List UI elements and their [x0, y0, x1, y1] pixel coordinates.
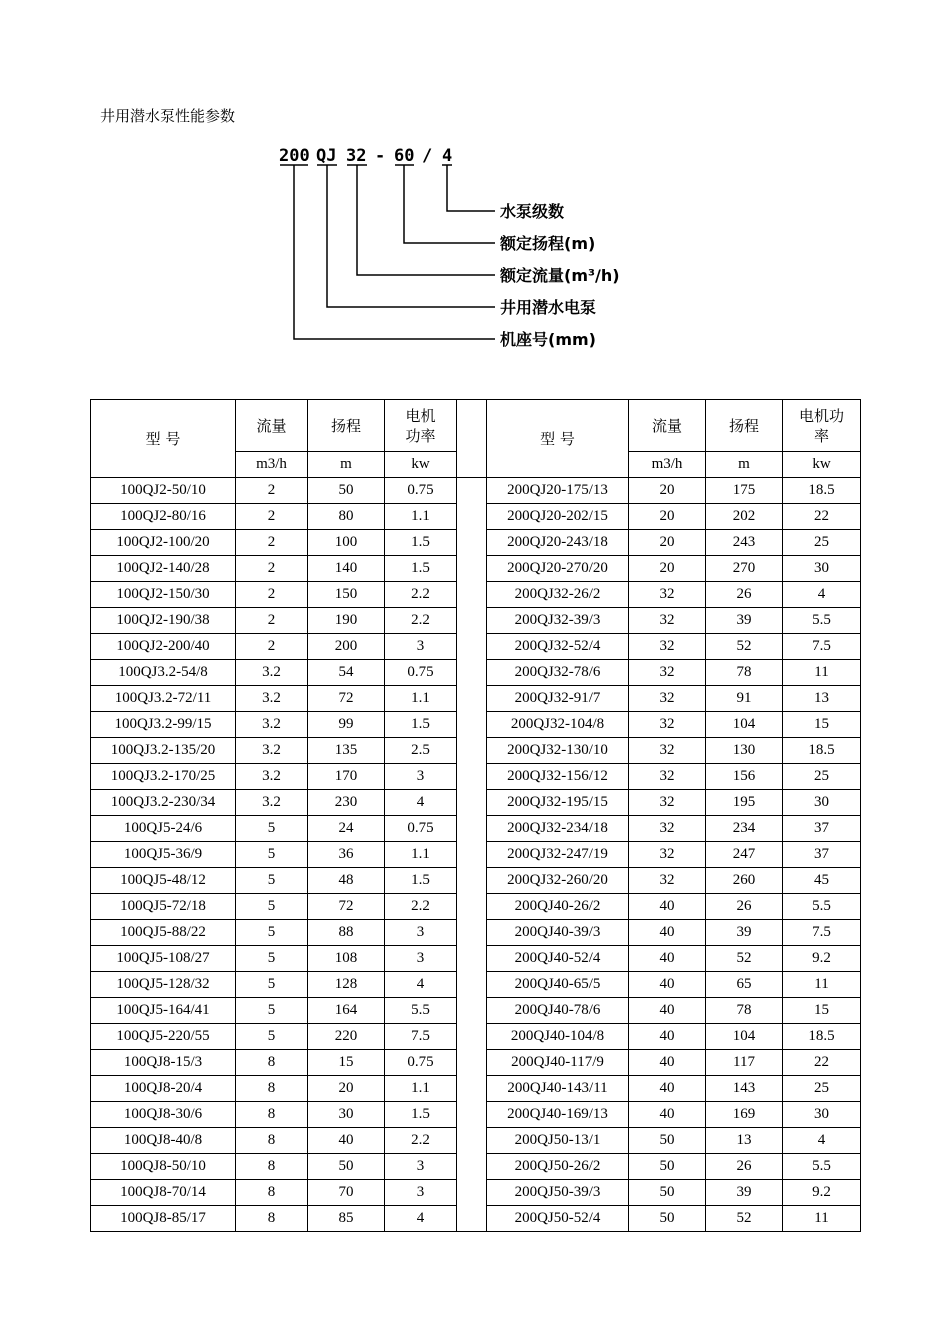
left-head-cell: 36: [308, 842, 385, 868]
left-head-cell: 72: [308, 686, 385, 712]
right-power-cell: 18.5: [783, 478, 861, 504]
left-flow-cell: 2: [236, 634, 308, 660]
left-flow-cell: 3.2: [236, 738, 308, 764]
left-model-cell: 100QJ8-40/8: [91, 1128, 236, 1154]
header-flow-left: 流量: [236, 400, 308, 452]
right-head-cell: 52: [706, 946, 783, 972]
left-model-cell: 100QJ2-200/40: [91, 634, 236, 660]
column-gap: [457, 400, 487, 478]
right-model-cell: 200QJ32-39/3: [487, 608, 629, 634]
label-rated-flow: 额定流量(m³/h): [500, 266, 620, 285]
left-flow-cell: 5: [236, 842, 308, 868]
right-flow-cell: 50: [629, 1206, 706, 1232]
right-head-cell: 247: [706, 842, 783, 868]
unit-power-right: kw: [783, 452, 861, 478]
right-head-cell: 270: [706, 556, 783, 582]
code-type: QJ: [316, 146, 337, 166]
left-flow-cell: 3.2: [236, 764, 308, 790]
left-head-cell: 220: [308, 1024, 385, 1050]
left-head-cell: 20: [308, 1076, 385, 1102]
right-power-cell: 11: [783, 1206, 861, 1232]
right-model-cell: 200QJ20-270/20: [487, 556, 629, 582]
model-code-diagram: [0, 0, 950, 370]
left-model-cell: 100QJ8-50/10: [91, 1154, 236, 1180]
left-power-cell: 5.5: [385, 998, 457, 1024]
label-rated-head: 额定扬程(m): [500, 234, 596, 253]
label-stages: 水泵级数: [500, 202, 565, 221]
right-power-cell: 25: [783, 1076, 861, 1102]
right-flow-cell: 32: [629, 608, 706, 634]
right-head-cell: 52: [706, 634, 783, 660]
table-row: [91, 478, 861, 504]
right-power-cell: 4: [783, 1128, 861, 1154]
left-flow-cell: 5: [236, 972, 308, 998]
right-model-cell: 200QJ40-104/8: [487, 1024, 629, 1050]
right-flow-cell: 32: [629, 790, 706, 816]
right-model-cell: 200QJ50-13/1: [487, 1128, 629, 1154]
left-power-cell: 2.2: [385, 894, 457, 920]
header-power-right: 电机功率: [783, 400, 861, 452]
left-model-cell: 100QJ3.2-230/34: [91, 790, 236, 816]
left-flow-cell: 2: [236, 504, 308, 530]
left-power-cell: 3: [385, 1180, 457, 1206]
unit-power-left: kw: [385, 452, 457, 478]
left-model-cell: 100QJ2-150/30: [91, 582, 236, 608]
right-head-cell: 39: [706, 1180, 783, 1206]
left-flow-cell: 5: [236, 868, 308, 894]
right-model-cell: 200QJ40-78/6: [487, 998, 629, 1024]
right-model-cell: 200QJ32-104/8: [487, 712, 629, 738]
left-power-cell: 4: [385, 1206, 457, 1232]
right-head-cell: 117: [706, 1050, 783, 1076]
left-power-cell: 1.5: [385, 530, 457, 556]
left-head-cell: 140: [308, 556, 385, 582]
left-head-cell: 128: [308, 972, 385, 998]
right-head-cell: 52: [706, 1206, 783, 1232]
right-head-cell: 26: [706, 894, 783, 920]
left-head-cell: 108: [308, 946, 385, 972]
right-power-cell: 5.5: [783, 608, 861, 634]
right-flow-cell: 32: [629, 842, 706, 868]
pump-spec-table: [90, 399, 861, 1232]
left-head-cell: 100: [308, 530, 385, 556]
right-head-cell: 202: [706, 504, 783, 530]
right-model-cell: 200QJ20-243/18: [487, 530, 629, 556]
right-model-cell: 200QJ40-65/5: [487, 972, 629, 998]
right-model-cell: 200QJ40-143/11: [487, 1076, 629, 1102]
left-head-cell: 230: [308, 790, 385, 816]
left-power-cell: 1.1: [385, 1076, 457, 1102]
right-flow-cell: 40: [629, 946, 706, 972]
right-power-cell: 25: [783, 764, 861, 790]
right-head-cell: 13: [706, 1128, 783, 1154]
left-head-cell: 164: [308, 998, 385, 1024]
header-head-left: 扬程: [308, 400, 385, 452]
left-flow-cell: 2: [236, 530, 308, 556]
left-flow-cell: 3.2: [236, 660, 308, 686]
right-model-cell: 200QJ40-117/9: [487, 1050, 629, 1076]
right-power-cell: 25: [783, 530, 861, 556]
left-power-cell: 3: [385, 946, 457, 972]
unit-flow-left: m3/h: [236, 452, 308, 478]
right-model-cell: 200QJ50-39/3: [487, 1180, 629, 1206]
code-stages: 4: [442, 146, 453, 166]
header-head-right: 扬程: [706, 400, 783, 452]
left-model-cell: 100QJ8-20/4: [91, 1076, 236, 1102]
left-power-cell: 1.5: [385, 556, 457, 582]
left-model-cell: 100QJ5-164/41: [91, 998, 236, 1024]
left-head-cell: 72: [308, 894, 385, 920]
right-head-cell: 26: [706, 1154, 783, 1180]
left-model-cell: 100QJ8-85/17: [91, 1206, 236, 1232]
right-flow-cell: 20: [629, 478, 706, 504]
header-power-left: 电机功率: [385, 400, 457, 452]
left-head-cell: 50: [308, 1154, 385, 1180]
left-head-cell: 80: [308, 504, 385, 530]
left-model-cell: 100QJ5-48/12: [91, 868, 236, 894]
left-model-cell: 100QJ5-24/6: [91, 816, 236, 842]
left-power-cell: 0.75: [385, 660, 457, 686]
left-model-cell: 100QJ8-70/14: [91, 1180, 236, 1206]
left-head-cell: 54: [308, 660, 385, 686]
left-flow-cell: 8: [236, 1102, 308, 1128]
right-head-cell: 91: [706, 686, 783, 712]
right-head-cell: 156: [706, 764, 783, 790]
right-flow-cell: 32: [629, 582, 706, 608]
right-model-cell: 200QJ32-130/10: [487, 738, 629, 764]
right-power-cell: 7.5: [783, 920, 861, 946]
left-power-cell: 3: [385, 1154, 457, 1180]
left-flow-cell: 2: [236, 582, 308, 608]
right-flow-cell: 20: [629, 556, 706, 582]
right-flow-cell: 20: [629, 530, 706, 556]
right-power-cell: 5.5: [783, 1154, 861, 1180]
header-model-left: 型 号: [91, 400, 236, 478]
right-model-cell: 200QJ50-52/4: [487, 1206, 629, 1232]
right-model-cell: 200QJ32-156/12: [487, 764, 629, 790]
right-model-cell: 200QJ32-195/15: [487, 790, 629, 816]
left-power-cell: 0.75: [385, 1050, 457, 1076]
right-model-cell: 200QJ32-52/4: [487, 634, 629, 660]
right-power-cell: 30: [783, 790, 861, 816]
left-power-cell: 1.5: [385, 712, 457, 738]
right-head-cell: 130: [706, 738, 783, 764]
column-gap-body: [457, 478, 487, 1232]
right-flow-cell: 40: [629, 920, 706, 946]
left-model-cell: 100QJ3.2-170/25: [91, 764, 236, 790]
left-model-cell: 100QJ5-72/18: [91, 894, 236, 920]
code-slash: /: [422, 146, 433, 166]
right-flow-cell: 32: [629, 816, 706, 842]
right-power-cell: 15: [783, 998, 861, 1024]
table-header-row: [91, 400, 861, 452]
left-model-cell: 100QJ3.2-135/20: [91, 738, 236, 764]
right-flow-cell: 32: [629, 660, 706, 686]
unit-head-right: m: [706, 452, 783, 478]
right-model-cell: 200QJ32-247/19: [487, 842, 629, 868]
left-head-cell: 88: [308, 920, 385, 946]
right-power-cell: 15: [783, 712, 861, 738]
right-head-cell: 195: [706, 790, 783, 816]
left-model-cell: 100QJ2-80/16: [91, 504, 236, 530]
left-model-cell: 100QJ8-15/3: [91, 1050, 236, 1076]
right-power-cell: 22: [783, 504, 861, 530]
right-model-cell: 200QJ40-169/13: [487, 1102, 629, 1128]
left-head-cell: 85: [308, 1206, 385, 1232]
right-head-cell: 104: [706, 1024, 783, 1050]
right-power-cell: 9.2: [783, 946, 861, 972]
left-head-cell: 24: [308, 816, 385, 842]
left-model-cell: 100QJ8-30/6: [91, 1102, 236, 1128]
left-power-cell: 3: [385, 920, 457, 946]
left-model-cell: 100QJ5-36/9: [91, 842, 236, 868]
right-model-cell: 200QJ50-26/2: [487, 1154, 629, 1180]
left-head-cell: 190: [308, 608, 385, 634]
left-head-cell: 15: [308, 1050, 385, 1076]
right-flow-cell: 50: [629, 1128, 706, 1154]
left-head-cell: 48: [308, 868, 385, 894]
left-flow-cell: 5: [236, 816, 308, 842]
right-model-cell: 200QJ40-26/2: [487, 894, 629, 920]
left-power-cell: 1.5: [385, 1102, 457, 1128]
left-head-cell: 30: [308, 1102, 385, 1128]
right-power-cell: 11: [783, 660, 861, 686]
left-head-cell: 50: [308, 478, 385, 504]
right-flow-cell: 40: [629, 1024, 706, 1050]
code-dash: -: [375, 146, 386, 166]
left-flow-cell: 8: [236, 1180, 308, 1206]
code-frame-size: 200: [279, 146, 310, 166]
right-flow-cell: 32: [629, 686, 706, 712]
left-model-cell: 100QJ3.2-54/8: [91, 660, 236, 686]
left-power-cell: 1.5: [385, 868, 457, 894]
left-flow-cell: 3.2: [236, 686, 308, 712]
right-flow-cell: 20: [629, 504, 706, 530]
right-power-cell: 22: [783, 1050, 861, 1076]
right-power-cell: 9.2: [783, 1180, 861, 1206]
left-power-cell: 7.5: [385, 1024, 457, 1050]
unit-head-left: m: [308, 452, 385, 478]
right-model-cell: 200QJ20-175/13: [487, 478, 629, 504]
left-head-cell: 70: [308, 1180, 385, 1206]
left-flow-cell: 8: [236, 1206, 308, 1232]
right-flow-cell: 50: [629, 1180, 706, 1206]
right-model-cell: 200QJ32-78/6: [487, 660, 629, 686]
left-model-cell: 100QJ5-88/22: [91, 920, 236, 946]
left-flow-cell: 2: [236, 478, 308, 504]
left-model-cell: 100QJ5-220/55: [91, 1024, 236, 1050]
label-pump-type: 井用潜水电泵: [500, 298, 597, 317]
right-head-cell: 39: [706, 920, 783, 946]
right-head-cell: 175: [706, 478, 783, 504]
left-power-cell: 1.1: [385, 842, 457, 868]
right-head-cell: 104: [706, 712, 783, 738]
right-head-cell: 39: [706, 608, 783, 634]
right-flow-cell: 40: [629, 1076, 706, 1102]
left-flow-cell: 8: [236, 1128, 308, 1154]
left-power-cell: 3: [385, 764, 457, 790]
unit-flow-right: m3/h: [629, 452, 706, 478]
left-flow-cell: 8: [236, 1154, 308, 1180]
right-power-cell: 37: [783, 842, 861, 868]
table-body: [91, 478, 861, 1232]
left-flow-cell: 8: [236, 1050, 308, 1076]
left-flow-cell: 8: [236, 1076, 308, 1102]
right-model-cell: 200QJ40-52/4: [487, 946, 629, 972]
left-flow-cell: 5: [236, 920, 308, 946]
left-power-cell: 2.2: [385, 582, 457, 608]
right-model-cell: 200QJ20-202/15: [487, 504, 629, 530]
code-flow: 32: [346, 146, 367, 166]
right-power-cell: 13: [783, 686, 861, 712]
left-power-cell: 3: [385, 634, 457, 660]
left-power-cell: 4: [385, 790, 457, 816]
left-flow-cell: 3.2: [236, 712, 308, 738]
right-head-cell: 143: [706, 1076, 783, 1102]
right-head-cell: 78: [706, 660, 783, 686]
left-model-cell: 100QJ5-108/27: [91, 946, 236, 972]
right-flow-cell: 40: [629, 998, 706, 1024]
left-model-cell: 100QJ2-190/38: [91, 608, 236, 634]
left-model-cell: 100QJ3.2-99/15: [91, 712, 236, 738]
left-model-cell: 100QJ3.2-72/11: [91, 686, 236, 712]
right-power-cell: 5.5: [783, 894, 861, 920]
right-power-cell: 18.5: [783, 1024, 861, 1050]
right-flow-cell: 32: [629, 868, 706, 894]
page-title: 井用潜水泵性能参数: [100, 107, 236, 125]
right-flow-cell: 32: [629, 764, 706, 790]
left-head-cell: 99: [308, 712, 385, 738]
left-head-cell: 200: [308, 634, 385, 660]
right-head-cell: 65: [706, 972, 783, 998]
header-flow-right: 流量: [629, 400, 706, 452]
right-power-cell: 30: [783, 1102, 861, 1128]
left-model-cell: 100QJ2-50/10: [91, 478, 236, 504]
left-head-cell: 170: [308, 764, 385, 790]
code-head: 60: [394, 146, 415, 166]
right-flow-cell: 32: [629, 738, 706, 764]
right-power-cell: 18.5: [783, 738, 861, 764]
right-flow-cell: 32: [629, 712, 706, 738]
left-power-cell: 2.5: [385, 738, 457, 764]
right-model-cell: 200QJ32-91/7: [487, 686, 629, 712]
left-power-cell: 4: [385, 972, 457, 998]
right-power-cell: 7.5: [783, 634, 861, 660]
right-model-cell: 200QJ32-26/2: [487, 582, 629, 608]
right-flow-cell: 40: [629, 972, 706, 998]
left-head-cell: 135: [308, 738, 385, 764]
left-model-cell: 100QJ5-128/32: [91, 972, 236, 998]
left-flow-cell: 5: [236, 1024, 308, 1050]
right-flow-cell: 40: [629, 1050, 706, 1076]
left-model-cell: 100QJ2-140/28: [91, 556, 236, 582]
right-head-cell: 234: [706, 816, 783, 842]
right-model-cell: 200QJ32-260/20: [487, 868, 629, 894]
label-frame-size: 机座号(mm): [500, 330, 596, 349]
right-power-cell: 37: [783, 816, 861, 842]
left-power-cell: 1.1: [385, 504, 457, 530]
right-power-cell: 45: [783, 868, 861, 894]
left-power-cell: 1.1: [385, 686, 457, 712]
right-head-cell: 169: [706, 1102, 783, 1128]
left-flow-cell: 5: [236, 998, 308, 1024]
header-model-right: 型 号: [487, 400, 629, 478]
left-flow-cell: 2: [236, 608, 308, 634]
right-head-cell: 26: [706, 582, 783, 608]
right-power-cell: 4: [783, 582, 861, 608]
right-head-cell: 78: [706, 998, 783, 1024]
right-flow-cell: 40: [629, 1102, 706, 1128]
left-model-cell: 100QJ2-100/20: [91, 530, 236, 556]
left-flow-cell: 2: [236, 556, 308, 582]
right-model-cell: 200QJ32-234/18: [487, 816, 629, 842]
left-power-cell: 2.2: [385, 1128, 457, 1154]
right-flow-cell: 40: [629, 894, 706, 920]
right-model-cell: 200QJ40-39/3: [487, 920, 629, 946]
left-flow-cell: 3.2: [236, 790, 308, 816]
left-head-cell: 40: [308, 1128, 385, 1154]
left-power-cell: 0.75: [385, 478, 457, 504]
right-flow-cell: 32: [629, 634, 706, 660]
right-power-cell: 30: [783, 556, 861, 582]
left-power-cell: 0.75: [385, 816, 457, 842]
right-power-cell: 11: [783, 972, 861, 998]
right-head-cell: 260: [706, 868, 783, 894]
right-head-cell: 243: [706, 530, 783, 556]
right-flow-cell: 50: [629, 1154, 706, 1180]
left-flow-cell: 5: [236, 946, 308, 972]
left-head-cell: 150: [308, 582, 385, 608]
left-flow-cell: 5: [236, 894, 308, 920]
left-power-cell: 2.2: [385, 608, 457, 634]
